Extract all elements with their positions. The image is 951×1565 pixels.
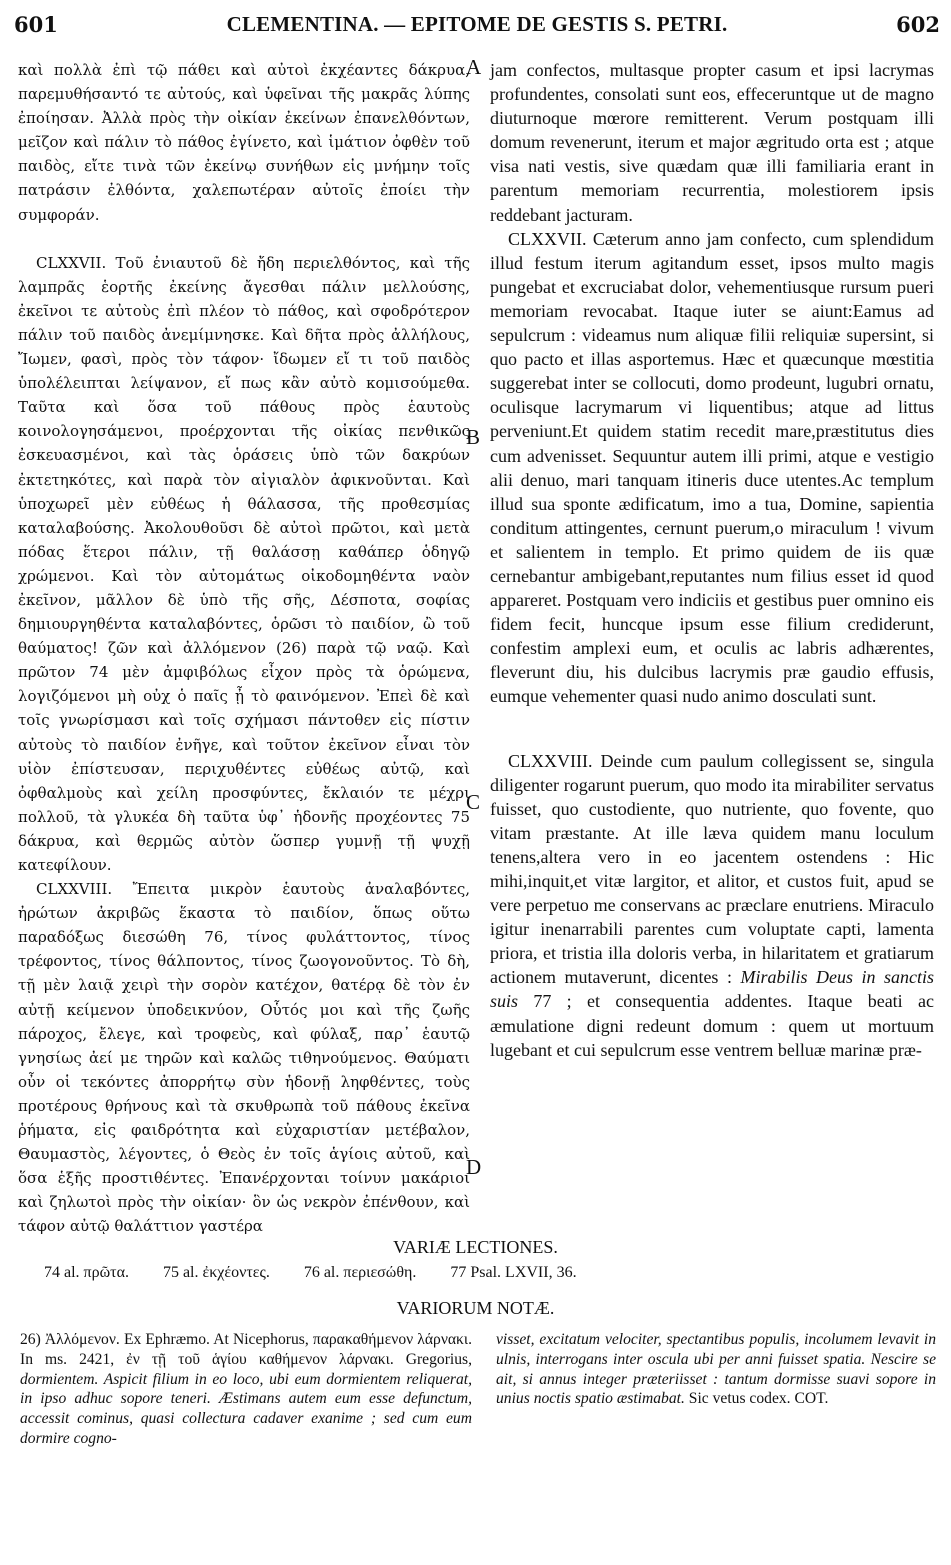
note-left-column: 26) Ἀλλόμενον. Ex Ephræmo. At Nicephorus, παρακαθήμενον λάρνακι. In ms. 2421, ἐν τῇ τοῦ ἁγίου καθήμενον λάρνακι. Gregorius, dormientem. Aspicit filium in eo loco, ubi eum dormientem reliquerat, in ipso adhuc sopore teneri. Æstimans autem eum esse defunctum, accessit cominus, quasi collectura cadaver exanime ; sed cum eum dormire cogno- [20, 1331, 472, 1447]
variae-list [44, 1264, 607, 1282]
greek-column [18, 58, 470, 1239]
page-number-right: 602 [896, 12, 940, 37]
variant-item: 77 Psal. LXVII, 36. [450, 1264, 577, 1281]
variant-item: 76 al. περιεσώθη. [303, 1264, 417, 1281]
margin-letter-b: B [466, 425, 481, 449]
page-number-left: 601 [14, 12, 58, 37]
margin-letter-d: D [466, 1155, 482, 1179]
variant-item: 75 al. ἐκχέοντες. [162, 1264, 270, 1281]
latin-chapter-177: CLXXVII. Cæterum anno jam confecto, cum splendidum illud festum iterum agitandum esset, ipsos multo magis pungebat et excruciabat dolor, vehementiusque rursum pueri memoriam revocabat. Itaque iuter se aiunt:Eamus ad sepulcrum : videamus num aliquæ filii reliquiæ supersint, si quo pacto et illas asportemus. Hæc et quæcunque mœstitia suggerebat inter se collocuti, domo prodeunt, lugubri ornatu, oculisque lacrymarum vi liquentibus; atque ad littus perveniunt.Et quidem statim recedit mare,præstitutus dies cum advenisset. Sequuntur autem illi primi, atque e vestigio alii denuo, mari tanquam itineris duce utentes.Ac templum illud sua sponte ædificatum, imo a tua, Domine, sapientia conditum attingentes, cernunt puerum,o miraculum ! vivum et salientem in templo. Et primo quidem de iis quæ cernebantur ambigebant,reputantes num filius esset id quod appareret. Postquam vero indiciis et gestibus puer omnino eis fidem fecit, huncque ipsum esse filium crediderunt, confestim amplexi eum, et oculis ac labris adhærentes, fleverunt diu, his dulcibus lacrymis præ gaudio effusis, eumque vehementer quasi nudo animo dosculati sunt. [490, 228, 934, 707]
page-header [14, 12, 940, 40]
latin-column [490, 58, 934, 1062]
margin-letter-c: C [466, 790, 481, 814]
latin-psalm-quote: Mirabilis Deus in sanctis suis [490, 967, 934, 1012]
running-title: CLEMENTINA. — EPITOME DE GESTIS S. PETRI. [226, 12, 728, 36]
margin-letter-a: A [466, 55, 482, 79]
greek-paragraph: καὶ πολλὰ ἐπὶ τῷ πάθει καὶ αὐτοὶ ἐκχέαντες δάκρυα, παρεμυθήσαντό τε αὐτούς, καὶ ὑφεῖναι τῆς μακρᾶς λύπης ἐποίησαν. Ἀλλὰ πρὸς τὴν οἰκίαν ἐκείνων ἐπανελθόντων, μεῖζον καὶ πάλιν τὸ πάθος ἐγίνετο, καὶ ἱμάτιον ὀφθὲν τοῦ παιδὸς, εἴτε τινὰ τῶν ἐκείνῳ συνήθων εἰς μνήμην τοῖς πατράσιν ἐλθόντα, χαλεπωτέραν αὐτοῖς ἐποίει τὴν συμφοράν. [18, 61, 470, 224]
latin-chapter-178: CLXXVIII. Deinde cum paulum collegissent se, singula diligenter rogarunt puerum, quo modo ita mirabiliter servatus fuisset, quo custodiente, quo nutriente, quo fovente, quo vitam præstante. At ille læva quidem manu loculum tenens,altera vero in eo jacentem ostendens : Hic mihi,inquit,et vitæ largitor, et alitor, et custos fuit, apud se vere perpetuo me conservans ac præclare enutriens. Miraculo igitur inenarrabili parentes cum voluptate capti, lamenta priora, et tristia illa doloris verba, in hilaritatem et gratiarum actionem mutaverunt, dicentes : Mirabilis Deus in sanctis suis 77 ; et consequentia addentes. Itaque beati ac æmulatione digni redeunt domum : quem ut mortuum lugebant et cui sepulcrum esse ventrem belluæ marinæ præ- [490, 750, 934, 1060]
latin-paragraph: jam confectos, multasque propter casum et ipsi lacrymas profundentes, consolati sunt eos, effeceruntque ut de magno diuturnoque mœrore remitterent. Verum postquam illi domum revenerunt, iterum et major ægritudo orta est ; atque visa nati vestis, sive quædam quæ illi familiaria erant in parentum memoriam recurrentia, molestiorem ipsis reddebant jacturam. [490, 60, 934, 225]
greek-chapter-177: CLXXVII. Τοῦ ἐνιαυτοῦ δὲ ἤδη περιελθόντος, καὶ τῆς λαμπρᾶς ἑορτῆς ἐκείνης ἄγεσθαι πάλιν μελλούσης, ἐκεῖνοι τε αὐτοὺς ἐπὶ πλέον τὸ πάθος, καὶ σφοδρότερον πάλιν τοῦ παιδὸς ἀνεμίμνησκε. Καὶ δῆτα πρὸς ἀλλήλους, Ἴωμεν, φασὶ, πρὸς τὸν τάφον· ἴδωμεν εἴ τι τοῦ παιδὸς ὑπολέλειπται λείψανον, εἴ πως κἂν αὐτὸ κομισούμεθα. Ταῦτα καὶ ὅσα τοῦ πάθους πρὸς ἑαυτοὺς κοινολογησάμενοι, προέρχονται τῆς οἰκίας πενθικῶς ἐσκευασμένοι, καὶ τὰς ὁράσεις ὑπὸ τῶν δακρύων ἐκτετηκότες, καὶ παρὰ τὸν αἰγιαλὸν ἀφικνοῦνται. Καὶ ὑποχωρεῖ μὲν εὐθέως ἡ θάλασσα, τῆς προθεσμίας καταλαβούσης. Ἀκολουθοῦσι δὲ αὐτοὶ πρῶτοι, καὶ μετὰ πόδας ἕτεροι πάλιν, τῇ θαλάσσῃ καθάπερ ὁδηγῷ χρώμενοι. Καὶ τὸν αὐτομάτως οἰκοδομηθέντα ναὸν ἐκεῖνον, μᾶλλον δὲ ὑπὸ τῆς σῆς, Δέσποτα, σοφίας δημιουργηθέντα καταλαβόντες, ὁρῶσι τὸ παιδίον, ὢ τοῦ θαύματος! ζῶν καὶ ἀλλόμενον (26) παρὰ τῷ ναῷ. Καὶ πρῶτον 74 μὲν ἀμφιβόλως εἶχον πρὸς τὰ ὁρώμενα, λογιζόμενοι μὴ οὐχ ὁ παῖς ᾖ τὸ φαινόμενον. Ἐπεὶ δὲ καὶ τοῖς γνωρίσμασι καὶ τοῖς σχήμασι πάντοθεν εἰς πίστιν αὐτοὺς τὸ παιδίον ἐνῆγε, καὶ τοῦτον ἐκεῖνον εἶναι τὸν υἱὸν ἐπίστευσαν, περιχυθέντες εὐθέως αὐτῷ, καὶ ὀφθαλμοὺς καὶ χείλη προσφύντες, ἔκλαιόν τε μέχρι πολλοῦ, τὰ γλυκέα δὴ ταῦτα ὑφ᾽ ἡδονῆς προχέοντες 75 δάκρυα, καὶ θερμῶς αὐτὸν ὥσπερ γυμνῇ τῇ ψυχῇ κατεφίλουν. [18, 253, 470, 874]
notae-heading: VARIORUM NOTÆ. [396, 1298, 555, 1318]
variae-heading: VARIÆ LECTIONES. [393, 1237, 558, 1257]
variant-item: 74 al. πρῶτα. [44, 1264, 129, 1281]
greek-chapter-178: CLXXVIII. Ἔπειτα μικρὸν ἑαυτοὺς ἀναλαβόντες, ἠρώτων ἀκριβῶς ἕκαστα τὸ παιδίον, ὅπως οὕτω παραδόξως διεσώθη 76, τίνος φυλάττοντος, τίνος τρέφοντος, τίνος θάλποντος, τίνος ζωογονοῦντος. Τὸ δὴ, τῇ μὲν λαιᾷ χειρὶ τὴν σορὸν κατέχον, θατέρᾳ δὲ τὸν ἐν αὐτῇ κείμενον ὑποδεικνύον, Οὗτός μοι καὶ τῆς ζωῆς πάροχος, ἔλεγε, καὶ τροφεὺς, καὶ φύλαξ, παρ᾽ ἑαυτῷ γνησίως ἀεί με τηρῶν καὶ καλῶς τιθηνούμενος. Θαύματι οὖν οἱ τεκόντες ἀπορρήτῳ σὺν ἡδονῇ ληφθέντες, τοὺς προτέρους θρήνους καὶ τὰ σκυθρωπὰ τοῦ πάθους ἐκεῖνα ῥήματα, εἰς φαιδρότητα καὶ εὐχαριστίαν μετέβαλον, Θαυμαστὸς, λέγοντες, ὁ Θεὸς ἐν τοῖς ἁγίοις αὐτοῦ, καὶ ὅσα ἑξῆς προστιθέντες. Ἐπανέρχονται τοίνυν μακάριοι καὶ ζηλωτοὶ πρὸς τὴν οἰκίαν· ὃν ὡς νεκρὸν ἐπένθουν, καὶ τάφον αὐτῷ θαλάττιον γαστέρα [18, 880, 470, 1236]
note-right-column: visset, excitatum velociter, spectantibus populis, incolumem levavit in ulnis, interrogans inter oscula ubi per anni fuisset spatia. Nescire se ait, si annus integer præteriisset : tantum dormisse suavi sopore in unius noctis spatio æstimabat. Sic vetus codex. COT. [496, 1331, 936, 1408]
